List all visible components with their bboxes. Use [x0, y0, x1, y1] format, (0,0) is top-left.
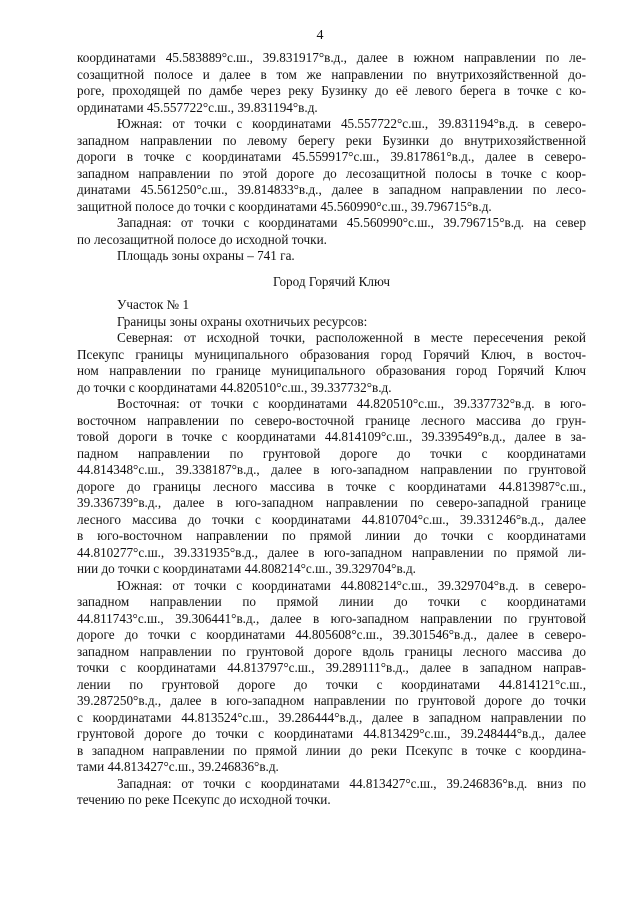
text-line: Южная: от точки с координатами 44.808214°с.ш., 39.329704°в.д. в северо- — [117, 577, 586, 593]
paragraph-west-2 — [77, 776, 586, 809]
text-line: в юго-восточном направлении по прямой линии до точки с координатами — [77, 528, 586, 543]
paragraph-area — [77, 248, 586, 265]
text-line: Восточная: от точки с координатами 44.820510°с.ш., 39.337732°в.д. в юго- — [117, 396, 586, 411]
text-line: до точки с координатами 44.820510°с.ш., 39.337732°в.д. — [77, 379, 392, 395]
text-line: дороге до точки с координатами 44.805608°с.ш., 39.301546°в.д., далее в северо- — [77, 627, 586, 642]
text-line: 44.811743°с.ш., 39.306441°в.д., далее в юго-западном направлении по грунтовой — [77, 610, 586, 626]
text-line: Южная: от точки с координатами 45.557722°с.ш., 39.831194°в.д. в северо- — [117, 116, 586, 131]
text-line: по лесозащитной полосе до исходной точки. — [77, 231, 327, 247]
text-line: Участок № 1 — [117, 297, 190, 312]
text-line: защитной полосе до точки с координатами 45.560990°с.ш., 39.796715°в.д. — [77, 198, 492, 214]
text-line: западном направлении по этой дороге до лесозащитной полосы в точке с коор- — [77, 165, 586, 181]
paragraph-borders — [77, 314, 586, 331]
text-line: динатами 45.561250°с.ш., 39.814833°в.д., далее в западном направлении по лесо- — [77, 182, 586, 197]
text-line: западном направлении по грунтовой дороге вдоль границы лесного массива до — [77, 643, 586, 659]
text-line: Западная: от точки с координатами 44.813427°с.ш., 39.246836°в.д. вниз по — [117, 775, 586, 791]
text-line: 39.287250°в.д., далее в юго-западном направлении по грунтовой дороге до точки — [77, 693, 586, 708]
text-line: течению по реке Псекупс до исходной точки. — [77, 792, 331, 807]
text-line: ном направлении по границе муниципального образования город Горячий Ключ — [77, 363, 586, 378]
paragraph-west-1 — [77, 215, 586, 248]
text-line: восточном направлении по северо-восточной границе лесного массива до грун- — [77, 412, 586, 428]
text-line: Северная: от исходной точки, расположенной в месте пересечения рекой — [117, 330, 586, 345]
text-line: Западная: от точки с координатами 45.560990°с.ш., 39.796715°в.д. на север — [117, 215, 586, 230]
text-line: лесного массива до точки с координатами 44.810704°с.ш., 39.331246°в.д., далее — [77, 511, 586, 527]
text-line: ординатами 45.557722°с.ш., 39.831194°в.д. — [77, 99, 318, 115]
paragraph-intro — [77, 50, 586, 116]
text-line: грунтовой дороге до точки с координатами 44.813429°с.ш., 39.248444°в.д., далее — [77, 726, 586, 741]
text-line: Псекупс границы муниципального образования город Горячий Ключ, в восточ- — [77, 346, 586, 362]
paragraph-east — [77, 396, 586, 578]
text-line: западном направлении по прямой линии до точки с координатами — [77, 594, 586, 609]
text-line: нии до точки с координатами 44.808214°с.ш., 39.329704°в.д. — [77, 561, 416, 576]
text-line: Границы зоны охраны охотничьих ресурсов: — [117, 313, 368, 329]
text-line: роге, проходящей по дамбе через реку Бузинку до её левого берега в точке с ко- — [77, 83, 586, 98]
text-line: падном направлении по грунтовой дороге до точки с координатами — [77, 445, 586, 461]
paragraphs-block-1 — [77, 50, 586, 265]
section-title: Город Горячий Ключ — [273, 273, 390, 289]
paragraph-south-1 — [77, 116, 586, 215]
text-line: 44.814348°с.ш., 39.338187°в.д., далее в юго-западном направлении по грунтовой — [77, 462, 586, 477]
page-number: 4 — [316, 28, 324, 43]
text-line: 39.336739°в.д., далее в юго-западном направлении по северо-западной границе — [77, 495, 586, 510]
paragraph-south-2 — [77, 578, 586, 776]
paragraphs-block-2 — [77, 297, 586, 809]
text-line: лении по грунтовой дороге до точки с координатами 44.814121°с.ш., — [77, 676, 586, 692]
text-line: товой дороги в точке с координатами 44.814109°с.ш., 39.339549°в.д., далее в за- — [77, 429, 586, 444]
text-line: с координатами 44.813524°с.ш., 39.286444°в.д., далее в западном направлении по — [77, 709, 586, 725]
paragraph-north — [77, 330, 586, 396]
text-line: в западном направлении по прямой линии до реки Псекупс в точке с координа- — [77, 742, 586, 758]
text-line: точки с координатами 44.813797°с.ш., 39.289111°в.д., далее в западном направ- — [77, 660, 586, 675]
text-line: 44.810277°с.ш., 39.331935°в.д., далее в юго-западном направлении по прямой ли- — [77, 544, 586, 560]
paragraph-plot — [77, 297, 586, 314]
text-line: Площадь зоны охраны – 741 га. — [117, 248, 295, 263]
text-line: западном направлении по левому берегу реки Бузинки до внутрихозяйственной — [77, 132, 586, 148]
text-line: дороге до границы лесного массива в точке с координатами 44.813987°с.ш., — [77, 478, 586, 494]
text-line: тами 44.813427°с.ш., 39.246836°в.д. — [77, 759, 279, 774]
text-line: дороги в точке с координатами 45.559917°с.ш., 39.817861°в.д., далее в северо- — [77, 149, 586, 164]
text-line: созащитной полосе и далее в том же направлении по внутрихозяйственной до- — [77, 66, 586, 82]
document-body — [77, 50, 586, 809]
text-line: координатами 45.583889°с.ш., 39.831917°в.д., далее в южном направлении по ле- — [77, 50, 586, 65]
